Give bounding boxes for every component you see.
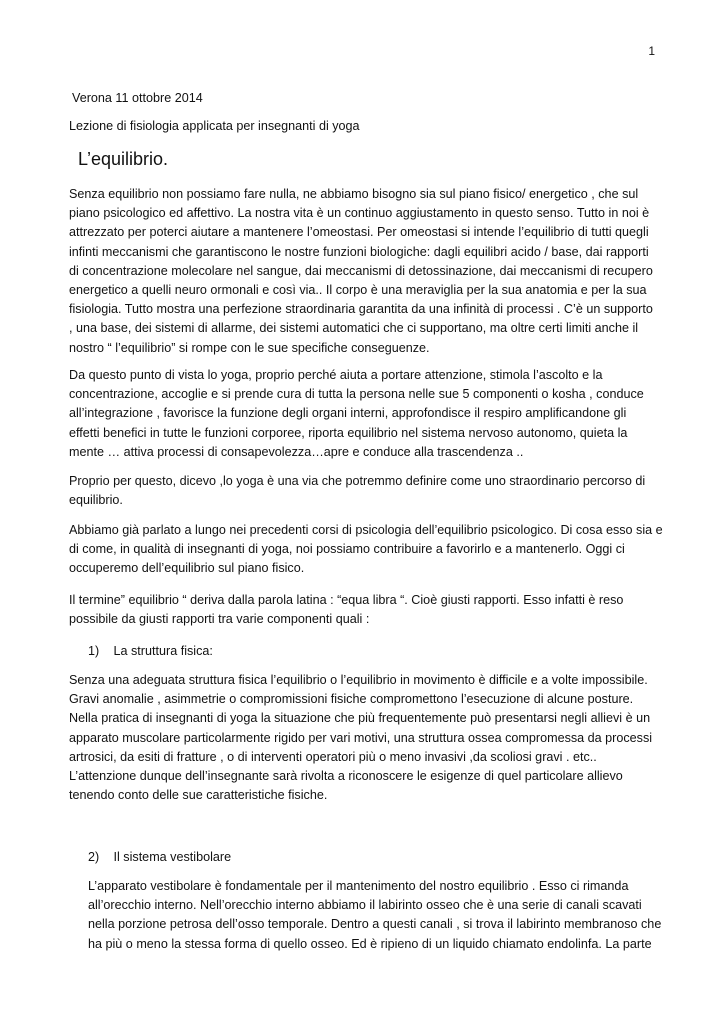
list-number: 1) <box>88 644 100 658</box>
text-line: di concentrazione molecolare nel sangue, dai meccanismi di detossinazione, dai meccanismi di recupero <box>69 263 653 278</box>
text-line: all’integrazione , favorisce la funzione degli organi interni, approfondisce il respiro amplificandone gli <box>69 406 627 421</box>
text-line: energetico a quelli neuro ormonali e così via.. Il corpo è una meraviglia per la sua anatomia e per la sua <box>69 283 647 298</box>
text-line: nostro “ l’equilibrio” si rompe con le sue specifiche conseguenze. <box>69 340 430 355</box>
paragraph-yoga <box>69 366 659 462</box>
list-number: 2) <box>88 850 100 864</box>
text-line: Senza una adeguata struttura fisica l’equilibrio o l’equilibrio in movimento è difficile e a volte impossibile. <box>69 673 648 687</box>
document-title: L’equilibrio. <box>78 149 169 169</box>
text-line: Gravi anomalie , asimmetrie o compromissioni fisiche compromettono l’esecuzione di alcune posture. <box>69 692 634 707</box>
paragraph-termine <box>69 591 659 629</box>
text-line: piano psicologico ed affettivo. La nostra vita è un continuo aggiustamento in questo senso. Tutto in noi è <box>69 206 650 221</box>
text-line: effetti benefici in tutte le funzioni corporee, riporta equilibrio nel sistema nervoso autonomo, quieta la <box>69 425 628 440</box>
page-number: 1 <box>648 44 655 58</box>
list-item-vestibolare <box>88 848 231 867</box>
text-line: attrezzato per poterci aiutare a mantenere l’omeostasi. Per omeostasi si intende l’equilibrio di tutti quegli <box>69 225 649 240</box>
text-line: Nella pratica di insegnanti di yoga la situazione che più frequentemente può presentarsi negli allievi è un <box>69 711 651 726</box>
text-line: ha più o meno la stessa forma di quello osseo. Ed è ripieno di un liquido chiamato endolinfa. La parte <box>88 936 652 951</box>
text-line: tenendo conto delle sue caratteristiche fisiche. <box>69 788 328 803</box>
text-line: fisiologia. Tutto mostra una perfezione straordinaria garantita da una infinità di processi . C’è un supporto <box>69 302 653 317</box>
document-subtitle: Lezione di fisiologia applicata per insegnanti di yoga <box>69 119 360 133</box>
text-line: mente … attiva processi di consapevolezza…apre e conduce alla trascendenza .. <box>69 444 524 459</box>
text-line: artrosici, da esiti di fratture , o di interventi operatori più o meno invasivi ,da scoliosi gravi . etc.. <box>69 749 597 764</box>
text-line: possibile da giusti rapporti tra varie componenti quali : <box>69 612 370 627</box>
text-line: concentrazione, accoglie e si prende cura di tutta la persona nelle sue 5 componenti o kosha , conduce <box>69 387 644 402</box>
text-line: L’apparato vestibolare è fondamentale per il mantenimento del nostro equilibrio . Esso ci rimanda <box>88 879 629 893</box>
text-line: Abbiamo già parlato a lungo nei precedenti corsi di psicologia dell’equilibrio psicologico. Di cosa esso sia e <box>69 523 663 537</box>
text-line: Senza equilibrio non possiamo fare nulla, ne abbiamo bisogno sia sul piano fisico/ energetico , che sul <box>69 187 639 201</box>
document-date: Verona 11 ottobre 2014 <box>72 91 203 105</box>
text-line: occuperemo dell’equilibrio sul piano fisico. <box>69 561 305 576</box>
list-item-struttura <box>88 642 213 661</box>
text-line: apparato muscolare particolarmente rigido per vari motivi, una struttura ossea compromessa da processi <box>69 730 653 745</box>
text-line: equilibrio. <box>69 493 123 508</box>
list-label: La struttura fisica: <box>113 644 213 658</box>
paragraph-percorso <box>69 472 659 510</box>
text-line: Da questo punto di vista lo yoga, proprio perché aiuta a portare attenzione, stimola l’ascolto e la <box>69 368 603 382</box>
paragraph-struttura <box>69 671 659 805</box>
text-line: infinti meccanismi che garantiscono le nostre funzioni biologiche: dagli equilibri acido / base, dai rapporti <box>69 244 649 259</box>
text-line: all’orecchio interno. Nell’orecchio interno abbiamo il labirinto osseo che è una serie di canali scavati <box>88 898 642 913</box>
text-line: Proprio per questo, dicevo ,lo yoga è una via che potremmo definire come uno straordinario percorso di <box>69 474 646 488</box>
text-line: di come, in qualità di insegnanti di yoga, noi possiamo contribuire a favorirlo e a mantenerlo. Oggi ci <box>69 542 625 557</box>
text-line: , una base, dei sistemi di allarme, dei sistemi automatici che ci supportano, ma oltre certi limiti anche il <box>69 321 639 336</box>
paragraph-intro <box>69 185 659 358</box>
text-line: L’attenzione dunque dell’insegnante sarà rivolta a riconoscere le esigenze di quel particolare allievo <box>69 769 623 784</box>
paragraph-psicologia <box>69 521 663 579</box>
text-line: nella porzione petrosa dell’osso temporale. Dentro a questi canali , si trova il labirinto membranoso che <box>88 917 662 932</box>
text-line: Il termine” equilibrio “ deriva dalla parola latina : “equa libra “. Cioè giusti rapporti. Esso infatti è reso <box>69 593 624 607</box>
paragraph-vestibolare <box>88 877 668 954</box>
list-label: Il sistema vestibolare <box>113 850 232 864</box>
